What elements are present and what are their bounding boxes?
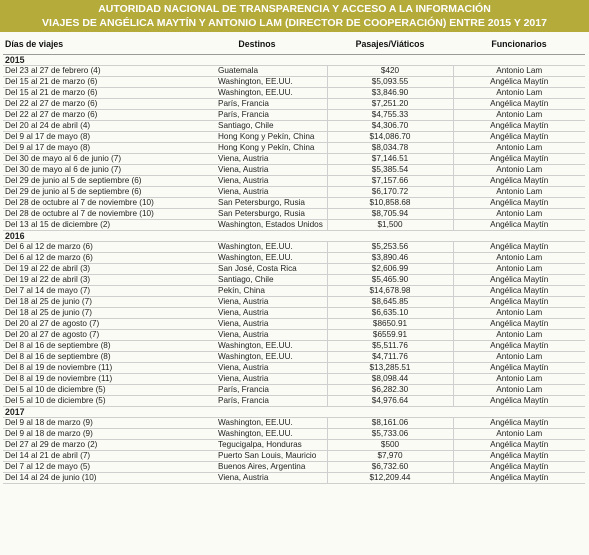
cost-cell: $5,253.56 <box>327 242 453 253</box>
cost-cell: $5,093.55 <box>327 77 453 88</box>
trip-dates-cell: Del 8 al 16 de septiembre (8) <box>3 341 187 352</box>
cost-cell: $7,157.66 <box>327 176 453 187</box>
destination-cell: Washington, EE.UU. <box>187 429 327 440</box>
table-row <box>3 187 585 198</box>
destination-cell: París, Francia <box>187 110 327 121</box>
official-cell: Antonio Lam <box>453 352 585 363</box>
trip-dates-cell: Del 27 al 29 de marzo (2) <box>3 440 187 451</box>
trip-dates-cell: Del 5 al 10 de diciembre (5) <box>3 396 187 407</box>
table-row <box>3 341 585 352</box>
official-cell: Antonio Lam <box>453 165 585 176</box>
destination-cell: París, Francia <box>187 385 327 396</box>
official-cell: Angélica Maytín <box>453 440 585 451</box>
cost-cell: $8,705.94 <box>327 209 453 220</box>
trip-dates-cell: Del 15 al 21 de marzo (6) <box>3 88 187 99</box>
official-cell: Angélica Maytín <box>453 220 585 231</box>
official-cell: Antonio Lam <box>453 143 585 154</box>
table-row <box>3 165 585 176</box>
table-row <box>3 121 585 132</box>
destination-cell: Viena, Austria <box>187 154 327 165</box>
table-row <box>3 396 585 407</box>
cost-cell: $10,858.68 <box>327 198 453 209</box>
trip-dates-cell: Del 22 al 27 de marzo (6) <box>3 99 187 110</box>
trip-dates-cell: Del 28 de octubre al 7 de noviembre (10) <box>3 198 187 209</box>
destination-cell: Washington, EE.UU. <box>187 77 327 88</box>
cost-cell: $8,645.85 <box>327 297 453 308</box>
trip-dates-cell: Del 9 al 17 de mayo (8) <box>3 132 187 143</box>
cost-cell: $8650.91 <box>327 319 453 330</box>
table-row <box>3 275 585 286</box>
trip-dates-cell: Del 29 de junio al 5 de septiembre (6) <box>3 176 187 187</box>
official-cell: Angélica Maytín <box>453 462 585 473</box>
destination-cell: Puerto San Louis, Mauricio <box>187 451 327 462</box>
cost-cell: $13,285.51 <box>327 363 453 374</box>
trip-dates-cell: Del 29 de junio al 5 de septiembre (6) <box>3 187 187 198</box>
cost-cell: $4,711.76 <box>327 352 453 363</box>
year-label: 2016 <box>3 231 585 242</box>
cost-cell: $14,678.98 <box>327 286 453 297</box>
official-cell: Angélica Maytín <box>453 341 585 352</box>
table-row <box>3 110 585 121</box>
official-cell: Angélica Maytín <box>453 286 585 297</box>
trip-dates-cell: Del 20 al 24 de abril (4) <box>3 121 187 132</box>
destination-cell: Washington, EE.UU. <box>187 242 327 253</box>
destination-cell: Washington, EE.UU. <box>187 341 327 352</box>
trip-dates-cell: Del 14 al 24 de junio (10) <box>3 473 187 484</box>
table-row <box>3 154 585 165</box>
trip-dates-cell: Del 7 al 14 de mayo (7) <box>3 286 187 297</box>
table-row <box>3 88 585 99</box>
table-row <box>3 308 585 319</box>
official-cell: Antonio Lam <box>453 209 585 220</box>
table-row <box>3 319 585 330</box>
trip-dates-cell: Del 14 al 21 de abril (7) <box>3 451 187 462</box>
official-cell: Angélica Maytín <box>453 275 585 286</box>
destination-cell: San José, Costa Rica <box>187 264 327 275</box>
destination-cell: Buenos Aires, Argentina <box>187 462 327 473</box>
official-cell: Angélica Maytín <box>453 363 585 374</box>
destination-cell: Santiago, Chile <box>187 275 327 286</box>
destination-cell: Pekín, China <box>187 286 327 297</box>
cost-cell: $4,755.33 <box>327 110 453 121</box>
table-row <box>3 363 585 374</box>
header-row <box>3 34 585 55</box>
official-cell: Angélica Maytín <box>453 154 585 165</box>
title-line-2: VIAJES DE ANGÉLICA MAYTÍN Y ANTONIO LAM (DIRECTOR DE COOPERACIÓN) ENTRE 2015 Y 2017 <box>42 17 547 29</box>
destination-cell: París, Francia <box>187 396 327 407</box>
official-cell: Antonio Lam <box>453 330 585 341</box>
official-cell: Antonio Lam <box>453 429 585 440</box>
trip-dates-cell: Del 9 al 18 de marzo (9) <box>3 429 187 440</box>
trip-dates-cell: Del 30 de mayo al 6 de junio (7) <box>3 165 187 176</box>
official-cell: Angélica Maytín <box>453 473 585 484</box>
cost-cell: $2,606.99 <box>327 264 453 275</box>
trip-dates-cell: Del 15 al 21 de marzo (6) <box>3 77 187 88</box>
destination-cell: Viena, Austria <box>187 374 327 385</box>
destination-cell: Viena, Austria <box>187 165 327 176</box>
table-row <box>3 66 585 77</box>
destination-cell: Guatemala <box>187 66 327 77</box>
cost-cell: $6,635.10 <box>327 308 453 319</box>
table-row <box>3 418 585 429</box>
destination-cell: Viena, Austria <box>187 308 327 319</box>
table-row <box>3 220 585 231</box>
official-cell: Angélica Maytín <box>453 132 585 143</box>
table-row <box>3 462 585 473</box>
cost-cell: $4,306.70 <box>327 121 453 132</box>
title-line-1: AUTORIDAD NACIONAL DE TRANSPARENCIA Y ACCESO A LA INFORMACIÓN <box>98 3 491 15</box>
official-cell: Angélica Maytín <box>453 121 585 132</box>
trip-dates-cell: Del 9 al 17 de mayo (8) <box>3 143 187 154</box>
year-label: 2015 <box>3 55 585 66</box>
trip-dates-cell: Del 18 al 25 de junio (7) <box>3 308 187 319</box>
official-cell: Angélica Maytín <box>453 418 585 429</box>
official-cell: Angélica Maytín <box>453 176 585 187</box>
trip-dates-cell: Del 13 al 15 de diciembre (2) <box>3 220 187 231</box>
trip-dates-cell: Del 9 al 18 de marzo (9) <box>3 418 187 429</box>
destination-cell: Viena, Austria <box>187 187 327 198</box>
official-cell: Antonio Lam <box>453 308 585 319</box>
travel-table <box>3 34 585 484</box>
table-row <box>3 451 585 462</box>
destination-cell: Hong Kong y Pekín, China <box>187 132 327 143</box>
table-body <box>3 55 585 484</box>
destination-cell: Hong Kong y Pekín, China <box>187 143 327 154</box>
table-row <box>3 99 585 110</box>
cost-cell: $7,970 <box>327 451 453 462</box>
official-cell: Angélica Maytín <box>453 99 585 110</box>
destination-cell: Washington, EE.UU. <box>187 352 327 363</box>
trip-dates-cell: Del 6 al 12 de marzo (6) <box>3 242 187 253</box>
year-row <box>3 231 585 242</box>
table-row <box>3 385 585 396</box>
trip-dates-cell: Del 6 al 12 de marzo (6) <box>3 253 187 264</box>
trip-dates-cell: Del 22 al 27 de marzo (6) <box>3 110 187 121</box>
trip-dates-cell: Del 30 de mayo al 6 de junio (7) <box>3 154 187 165</box>
destination-cell: Washington, EE.UU. <box>187 418 327 429</box>
destination-cell: Viena, Austria <box>187 330 327 341</box>
column-header-destinations: Destinos <box>187 34 327 55</box>
destination-cell: San Petersburgo, Rusia <box>187 209 327 220</box>
official-cell: Antonio Lam <box>453 374 585 385</box>
destination-cell: Viena, Austria <box>187 176 327 187</box>
column-header-officials: Funcionarios <box>453 34 585 55</box>
cost-cell: $7,251.20 <box>327 99 453 110</box>
official-cell: Angélica Maytín <box>453 242 585 253</box>
trip-dates-cell: Del 8 al 19 de noviembre (11) <box>3 363 187 374</box>
cost-cell: $8,161.06 <box>327 418 453 429</box>
cost-cell: $420 <box>327 66 453 77</box>
trip-dates-cell: Del 19 al 22 de abril (3) <box>3 275 187 286</box>
official-cell: Angélica Maytín <box>453 396 585 407</box>
trip-dates-cell: Del 28 de octubre al 7 de noviembre (10) <box>3 209 187 220</box>
trip-dates-cell: Del 20 al 27 de agosto (7) <box>3 319 187 330</box>
cost-cell: $12,209.44 <box>327 473 453 484</box>
destination-cell: Viena, Austria <box>187 319 327 330</box>
table-row <box>3 198 585 209</box>
cost-cell: $1,500 <box>327 220 453 231</box>
table-row <box>3 440 585 451</box>
table-row <box>3 264 585 275</box>
cost-cell: $5,465.90 <box>327 275 453 286</box>
destination-cell: París, Francia <box>187 99 327 110</box>
trip-dates-cell: Del 18 al 25 de junio (7) <box>3 297 187 308</box>
trip-dates-cell: Del 5 al 10 de diciembre (5) <box>3 385 187 396</box>
official-cell: Angélica Maytín <box>453 198 585 209</box>
destination-cell: Viena, Austria <box>187 473 327 484</box>
destination-cell: Santiago, Chile <box>187 121 327 132</box>
table-row <box>3 132 585 143</box>
cost-cell: $5,733.06 <box>327 429 453 440</box>
cost-cell: $3,890.46 <box>327 253 453 264</box>
title-banner <box>0 0 589 32</box>
official-cell: Antonio Lam <box>453 385 585 396</box>
cost-cell: $6,732.60 <box>327 462 453 473</box>
trip-dates-cell: Del 19 al 22 de abril (3) <box>3 264 187 275</box>
table-row <box>3 352 585 363</box>
column-header-dates: Días de viajes <box>3 34 187 55</box>
cost-cell: $6,282.30 <box>327 385 453 396</box>
official-cell: Angélica Maytín <box>453 451 585 462</box>
destination-cell: Washington, EE.UU. <box>187 253 327 264</box>
cost-cell: $500 <box>327 440 453 451</box>
official-cell: Antonio Lam <box>453 66 585 77</box>
table-row <box>3 286 585 297</box>
destination-cell: Washington, EE.UU. <box>187 88 327 99</box>
cost-cell: $8,098.44 <box>327 374 453 385</box>
table-row <box>3 77 585 88</box>
official-cell: Antonio Lam <box>453 110 585 121</box>
cost-cell: $14,086.70 <box>327 132 453 143</box>
table-row <box>3 143 585 154</box>
destination-cell: Viena, Austria <box>187 297 327 308</box>
cost-cell: $5,511.76 <box>327 341 453 352</box>
cost-cell: $4,976.64 <box>327 396 453 407</box>
official-cell: Antonio Lam <box>453 187 585 198</box>
table-row <box>3 176 585 187</box>
table-row <box>3 253 585 264</box>
official-cell: Angélica Maytín <box>453 319 585 330</box>
official-cell: Angélica Maytín <box>453 77 585 88</box>
destination-cell: Washington, Estados Unidos <box>187 220 327 231</box>
trip-dates-cell: Del 7 al 12 de mayo (5) <box>3 462 187 473</box>
trip-dates-cell: Del 8 al 16 de septiembre (8) <box>3 352 187 363</box>
cost-cell: $6,170.72 <box>327 187 453 198</box>
official-cell: Angélica Maytín <box>453 297 585 308</box>
official-cell: Antonio Lam <box>453 264 585 275</box>
trip-dates-cell: Del 23 al 27 de febrero (4) <box>3 66 187 77</box>
cost-cell: $5,385.54 <box>327 165 453 176</box>
table-row <box>3 209 585 220</box>
trip-dates-cell: Del 20 al 27 de agosto (7) <box>3 330 187 341</box>
destination-cell: Tegucigalpa, Honduras <box>187 440 327 451</box>
official-cell: Antonio Lam <box>453 88 585 99</box>
year-row <box>3 55 585 66</box>
table-row <box>3 429 585 440</box>
column-header-costs: Pasajes/Viáticos <box>327 34 453 55</box>
destination-cell: San Petersburgo, Rusia <box>187 198 327 209</box>
table-row <box>3 473 585 484</box>
cost-cell: $3,846.90 <box>327 88 453 99</box>
cost-cell: $6559.91 <box>327 330 453 341</box>
table-row <box>3 374 585 385</box>
official-cell: Antonio Lam <box>453 253 585 264</box>
trip-dates-cell: Del 8 al 19 de noviembre (11) <box>3 374 187 385</box>
year-row <box>3 407 585 418</box>
cost-cell: $8,034.78 <box>327 143 453 154</box>
cost-cell: $7,146.51 <box>327 154 453 165</box>
table-row <box>3 297 585 308</box>
destination-cell: Viena, Austria <box>187 363 327 374</box>
table-row <box>3 330 585 341</box>
year-label: 2017 <box>3 407 585 418</box>
table-row <box>3 242 585 253</box>
